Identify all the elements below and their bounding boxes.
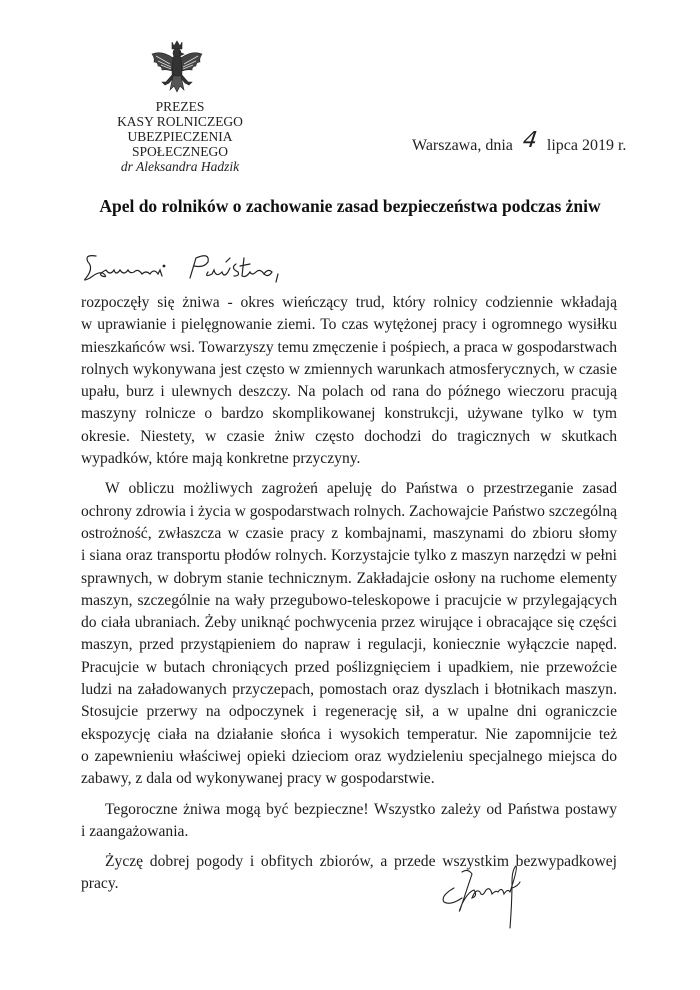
- text-line: Życzę dobrej pogody i obfitych zbiorów, a przede wszystkim bezwypadkowej: [105, 853, 617, 871]
- letterhead-institution-line-2: UBEZPIECZENIA SPOŁECZNEGO: [127, 129, 233, 159]
- date-prefix: Warszawa, dnia: [412, 137, 513, 154]
- letterhead: [80, 99, 280, 174]
- text-line: rolnych wykonywana jest często w zmiennych warunkach atmosferycznych, w czasie: [81, 360, 617, 378]
- text-line: ostrożność, zwłaszcza w czasie pracy z kombajnami, maszynami do zbioru słomy: [81, 524, 617, 542]
- date-line: [412, 128, 627, 156]
- handwritten-salutation: [80, 248, 340, 288]
- text-line: o zapewnieniu właściwej opieki dzieciom oraz wydzieleniu specjalnego miejsca do: [81, 747, 617, 765]
- date-day-handwritten: 4: [521, 128, 539, 153]
- letterhead-official-name: dr Aleksandra Hadzik: [120, 159, 240, 174]
- text-line: mieszkańców wsi. Towarzyszy temu zmęczenie i pośpiech, a praca w gospodarstwach: [81, 338, 617, 356]
- paragraph: [81, 478, 617, 790]
- letterhead-title: PREZES: [155, 99, 205, 114]
- text-line: W obliczu możliwych zagrożeń apeluję do Państwa o przestrzeganie zasad: [105, 480, 617, 498]
- text-line: sprawnych, w dobrym stanie technicznym. Zakładajcie osłony na ruchome elementy: [81, 569, 617, 587]
- salutation-handwriting-icon: [80, 248, 340, 288]
- letter-title: Apel do rolników o zachowanie zasad bezpieczeństwa podczas żniw: [99, 196, 601, 216]
- handwritten-signature-icon: [432, 862, 552, 932]
- paragraph: [81, 799, 617, 844]
- letterhead-institution-line-1: KASY ROLNICZEGO: [117, 114, 243, 129]
- text-line: okresie. Niestety, w czasie żniw często dochodzi do tragicznych w skutkach: [81, 427, 617, 445]
- text-line: Tegoroczne żniwa mogą być bezpieczne! Wszystko zależy od Państwa postawy: [105, 800, 617, 818]
- text-line: ochrony zdrowia i życia w gospodarstwach rolnych. Zachowajcie Państwo szczególną: [81, 502, 617, 520]
- text-line: wypadków, które mają konkretne przyczyny.: [81, 450, 361, 468]
- polish-eagle-emblem-icon: [146, 38, 208, 100]
- date-suffix: lipca 2019 r.: [546, 137, 627, 154]
- text-line: w uprawianie i pielęgnowanie ziemi. To czas wytężonej pracy i ogromnego wysiłku: [81, 316, 617, 334]
- text-line: ekspozycję ciała na działanie słońca i wysokich temperatur. Nie zapomnijcie też: [81, 725, 617, 743]
- text-line: pracy.: [81, 875, 119, 893]
- text-line: i siana oraz transportu płodów rolnych. Korzystajcie tylko z maszyn narzędzi w pełni: [81, 547, 617, 565]
- text-line: maszyn, szczególnie na wały przegubowo-teleskopowe i pracujcie w przylegających: [81, 591, 617, 609]
- text-line: upału, burz i ulewnych deszczy. Na polach od rana do późnego wieczoru pracują: [81, 383, 617, 401]
- text-line: ludzi na załadowanych przyczepach, pomostach oraz dyszlach i błotnikach maszyn.: [81, 681, 617, 699]
- text-line: zabawy, z dala od wykonywanej pracy w gospodarstwie.: [81, 770, 435, 788]
- text-line: i zaangażowania.: [81, 822, 189, 840]
- text-line: Pracujcie w butach chroniących przed poślizgnięciem i upadkiem, nie przewoźcie: [81, 658, 617, 676]
- text-line: maszyny rolnicze o bardzo skomplikowanej konstrukcji, używane tylko w tym: [81, 405, 617, 423]
- text-line: rozpoczęły się żniwa - okres wieńczący trud, który rolnicy codziennie wkładają: [81, 294, 617, 311]
- letter-body: [81, 292, 617, 904]
- paragraph: [81, 292, 617, 470]
- text-line: maszyn, przed przystąpieniem do napraw i regulacji, koniecznie wyłączcie napęd.: [81, 636, 617, 654]
- text-line: do ciała ubraniach. Żeby uniknąć pochwycenia przez wirujące i obracające się części: [81, 614, 617, 632]
- text-line: Stosujcie przerwy na odpoczynek i regenerację sił, a w upalne dni ograniczcie: [81, 703, 617, 721]
